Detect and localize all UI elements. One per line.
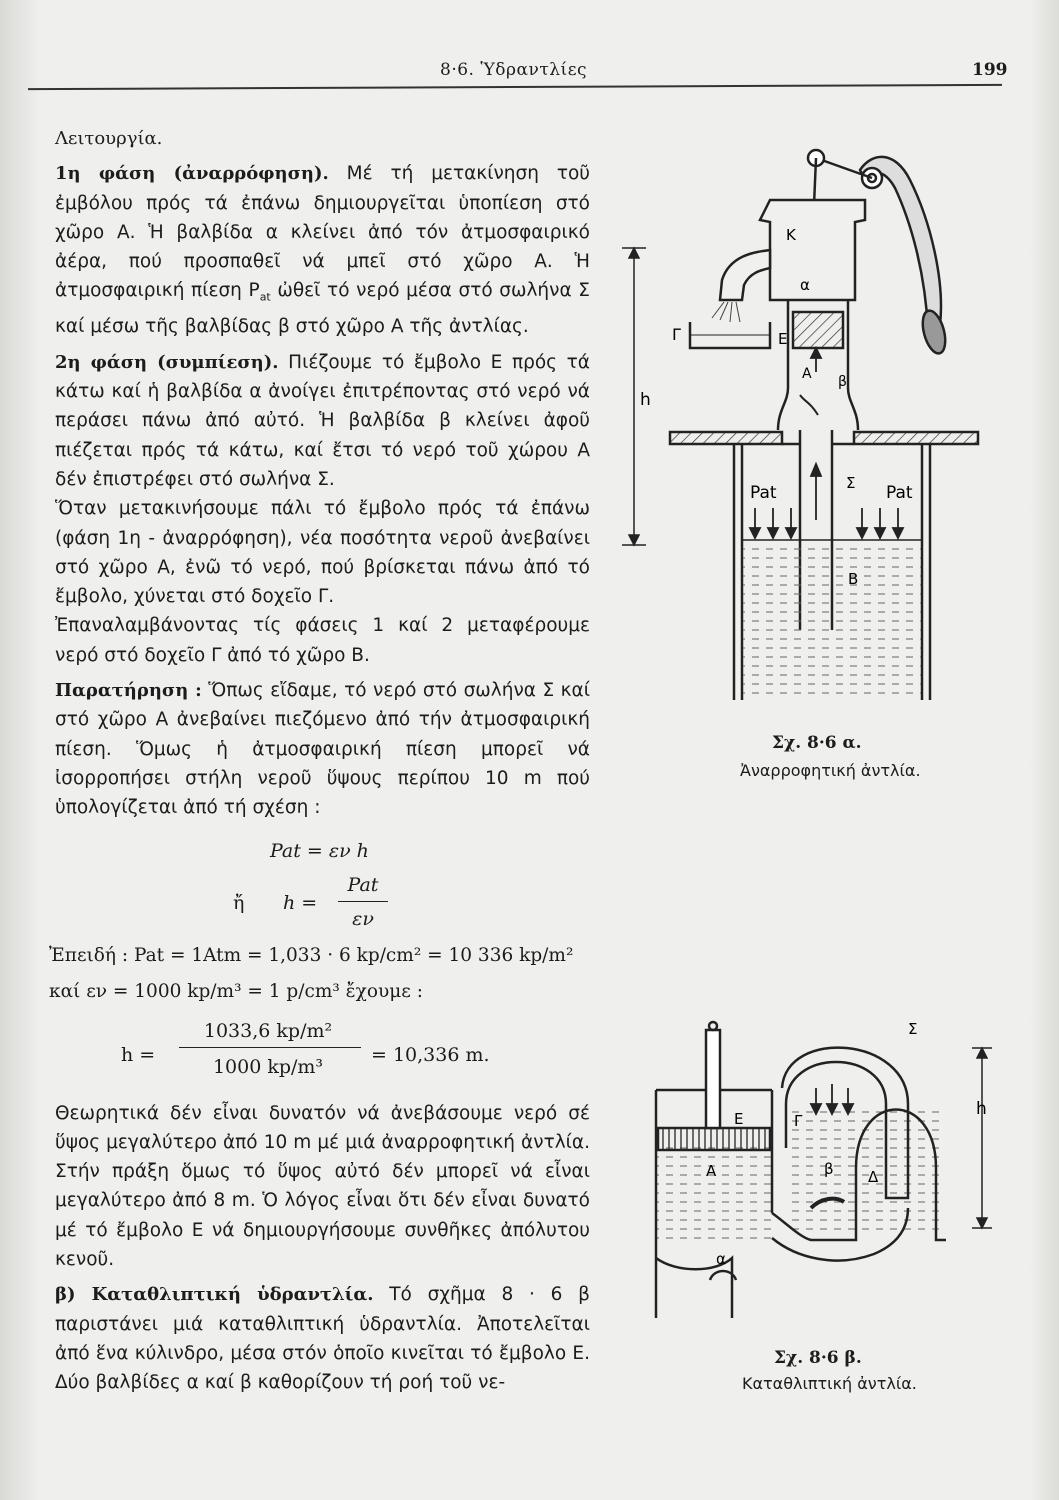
equation-2-prefix: ἤ	[233, 891, 245, 914]
figure-a-bucket	[690, 322, 770, 348]
figure-a-label-G: Γ	[672, 325, 681, 344]
figure-a-label-pat-left: Pat	[750, 483, 777, 503]
equation-5-numerator: 1033,6 kp/m²	[203, 1019, 333, 1042]
equation-2-row	[55, 869, 590, 931]
equation-5-denominator: 1000 kp/m³	[212, 1055, 324, 1078]
figure-b-label-E: E	[734, 1110, 744, 1128]
figure-force-pump	[636, 1018, 1026, 1318]
running-title: 8·6. Ὑδραντλίες	[440, 60, 588, 80]
equation-2-numerator: Pat	[347, 873, 379, 896]
paragraph-theory: Θεωρητικά δέν εἶναι δυνατόν νά ἀνεβάσουμε νερό σέ ὕψος μεγαλύτερο ἀπό 10 m μέ μιά ἀναρροφητική ἀντλία. Στήν πράξη ὅμως τό ὕψος αὐτό δέν μπορεῖ νά εἶναι μεγαλύτερο ἀπό 8 m. Ὁ λόγος εἶναι ὅτι δέν εἶναι δυνατό μέ τό ἔμβολο Ε νά δημιουργήσουμε συνθῆκες ἀπόλυτου κενοῦ.	[55, 1102, 590, 1270]
page-number: 199	[972, 60, 1008, 80]
note-text: Ὅπως εἴδαμε, τό νερό στό σωλήνα Σ καί στό χῶρο Α ἀνεβαίνει πιεζόμενο ἀπό τήν ἀτμοσφαιρική πίεση. Ὅμως ἡ ἀτμοσφαιρική πίεση μπορεῖ νά ἰσορροπήσει στήλη νεροῦ ὕψους περίπου 10 m πού ὑπολογίζεται ἀπό τή σχέση :	[55, 680, 590, 819]
figure-a-label-h: h	[640, 390, 651, 410]
force-pump-lead: β) Καταθλιπτική ὑδραντλία.	[55, 1284, 374, 1306]
equation-2-fraction-bar	[338, 901, 388, 902]
equation-1-row	[55, 833, 590, 869]
text-column	[49, 118, 590, 1397]
section-heading: Λειτουργία.	[55, 128, 163, 149]
paragraph-note	[55, 676, 590, 822]
paragraph-repeat: Ὅταν μετακινήσουμε πάλι τό ἔμβολο πρός τά ἐπάνω (φάση 1η - ἀναρρόφηση), νέα ποσότητα νεροῦ ἀνεβαίνει στό χῶρο Α, ἐνῶ τό νερό, πού βρίσκεται πάνω ἀπό τό ἔμβολο, χύνεται στό δοχεῖο Γ.	[55, 498, 590, 608]
force-pump-text: Τό σχῆμα 8 · 6 β παριστάνει μιά καταθλιπτική ὑδραντλία. Ἀποτελεῖται ἀπό ἕνα κύλινδρο, μέσα στόν ὁποῖο κινεῖται τό ἔμβολο Ε. Δύο βαλβίδες α καί β καθορίζουν τή ροή τοῦ νε-	[55, 1284, 590, 1394]
figure-b-air-dome	[772, 1048, 946, 1261]
paragraph-phase-1	[55, 159, 590, 341]
figure-a-caption-text: Ἀναρροφητική ἀντλία.	[740, 761, 921, 780]
equation-2-denominator: εν	[352, 907, 374, 930]
figure-a-label-E: E	[778, 330, 788, 348]
figure-a-label-B: B	[848, 570, 859, 588]
figure-a-label-b: β	[838, 374, 847, 390]
figure-a-well	[670, 432, 978, 700]
equation-4-row	[49, 973, 590, 1009]
paragraph-force-pump	[55, 1280, 590, 1397]
equation-5-row	[55, 1013, 590, 1085]
figure-b-caption-text: Καταθλιπτική ἀντλία.	[742, 1374, 917, 1393]
header-rule	[28, 84, 1002, 90]
figure-b-label-D: Δ	[868, 1168, 879, 1186]
figure-suction-pump	[610, 140, 1030, 700]
equation-5-lhs: h =	[121, 1043, 156, 1066]
equation-1: Pat = εν h	[270, 839, 369, 862]
figure-b-arrows	[811, 1084, 853, 1114]
phase-1-lead: 1η φάση (ἀναρρόφηση).	[55, 163, 329, 185]
figure-a-label-S: Σ	[846, 474, 856, 492]
figure-a-label-K: K	[786, 226, 796, 244]
page-edge-shadow	[1029, 0, 1059, 1500]
figure-a-caption-title: Σχ. 8·6 α.	[772, 733, 862, 753]
phase-1-text: Μέ τή μετακίνηση τοῦ ἐμβόλου πρός τά ἐπάνω δημιουργεῖται ὑποπίεση στό χῶρο Α. Ἡ βαλβίδα α κλείνει ἀπό τόν ἀτμοσφαιρικό ἀέρα, πού προσπαθεῖ νά μπεῖ στό χῶρο Α. Ἡ ἀτμοσφαιρική πίεση P	[55, 163, 590, 302]
figure-b-label-b: β	[824, 1160, 834, 1178]
figure-a-label-a: α	[800, 276, 810, 294]
phase-1-sub: at	[259, 291, 271, 305]
phase-1-tail: ὠθεῖ τό νερό μέσα στό σωλήνα Σ καί μέσω τῆς βαλβίδας β στό χῶρο Α τῆς ἀντλίας.	[55, 280, 590, 338]
figure-b-label-G: Γ	[794, 1112, 803, 1130]
equation-2-lhs: h =	[283, 891, 318, 914]
page-gutter-shadow	[0, 0, 40, 1500]
figure-b-label-a: α	[716, 1250, 726, 1268]
note-lead: Παρατήρηση :	[55, 680, 202, 702]
equation-5-fraction-bar	[179, 1047, 361, 1048]
figure-b-height-dim	[972, 1048, 992, 1228]
figure-a-label-A: A	[802, 366, 812, 382]
equation-3-row	[49, 937, 590, 973]
phase-2-lead: 2η φάση (συμπίεση).	[55, 351, 279, 373]
figure-b-label-h: h	[976, 1099, 987, 1119]
paragraph-phase-2	[55, 348, 590, 494]
equation-4: καί εν = 1000 kp/m³ = 1 p/cm³ ἔχουμε :	[49, 980, 423, 1002]
figure-b-label-S: Σ	[908, 1020, 918, 1038]
figure-a-spout-spray	[712, 302, 740, 322]
equation-5-rhs: = 10,336 m.	[371, 1043, 490, 1066]
figure-b-caption-title: Σχ. 8·6 β.	[774, 1348, 862, 1368]
equation-3: Ἐπειδή : Pat = 1Atm = 1,033 · 6 kp/cm² = 10 336 kp/m²	[49, 944, 574, 966]
paragraph-transfer: Ἐπαναλαμβάνοντας τίς φάσεις 1 καί 2 μεταφέρουμε νερό στό δοχεῖο Γ ἀπό τό χῶρο Β.	[55, 615, 590, 666]
figure-b-label-A: A	[706, 1162, 717, 1180]
figure-a-label-pat-right: Pat	[886, 483, 913, 503]
phase-2-text: Πιέζουμε τό ἔμβολο Ε πρός τά κάτω καί ἡ βαλβίδα α ἀνοίγει ἐπιτρέποντας στό νερό νά περάσει πάνω ἀπό αὐτό. Ἡ βαλβίδα β κλείνει ἀφοῦ πιέζεται πρός τά κάτω, καί ἔτσι τό νερό τοῦ χώρου Α δέν ἐπιστρέφει στό σωλήνα Σ.	[55, 351, 590, 490]
